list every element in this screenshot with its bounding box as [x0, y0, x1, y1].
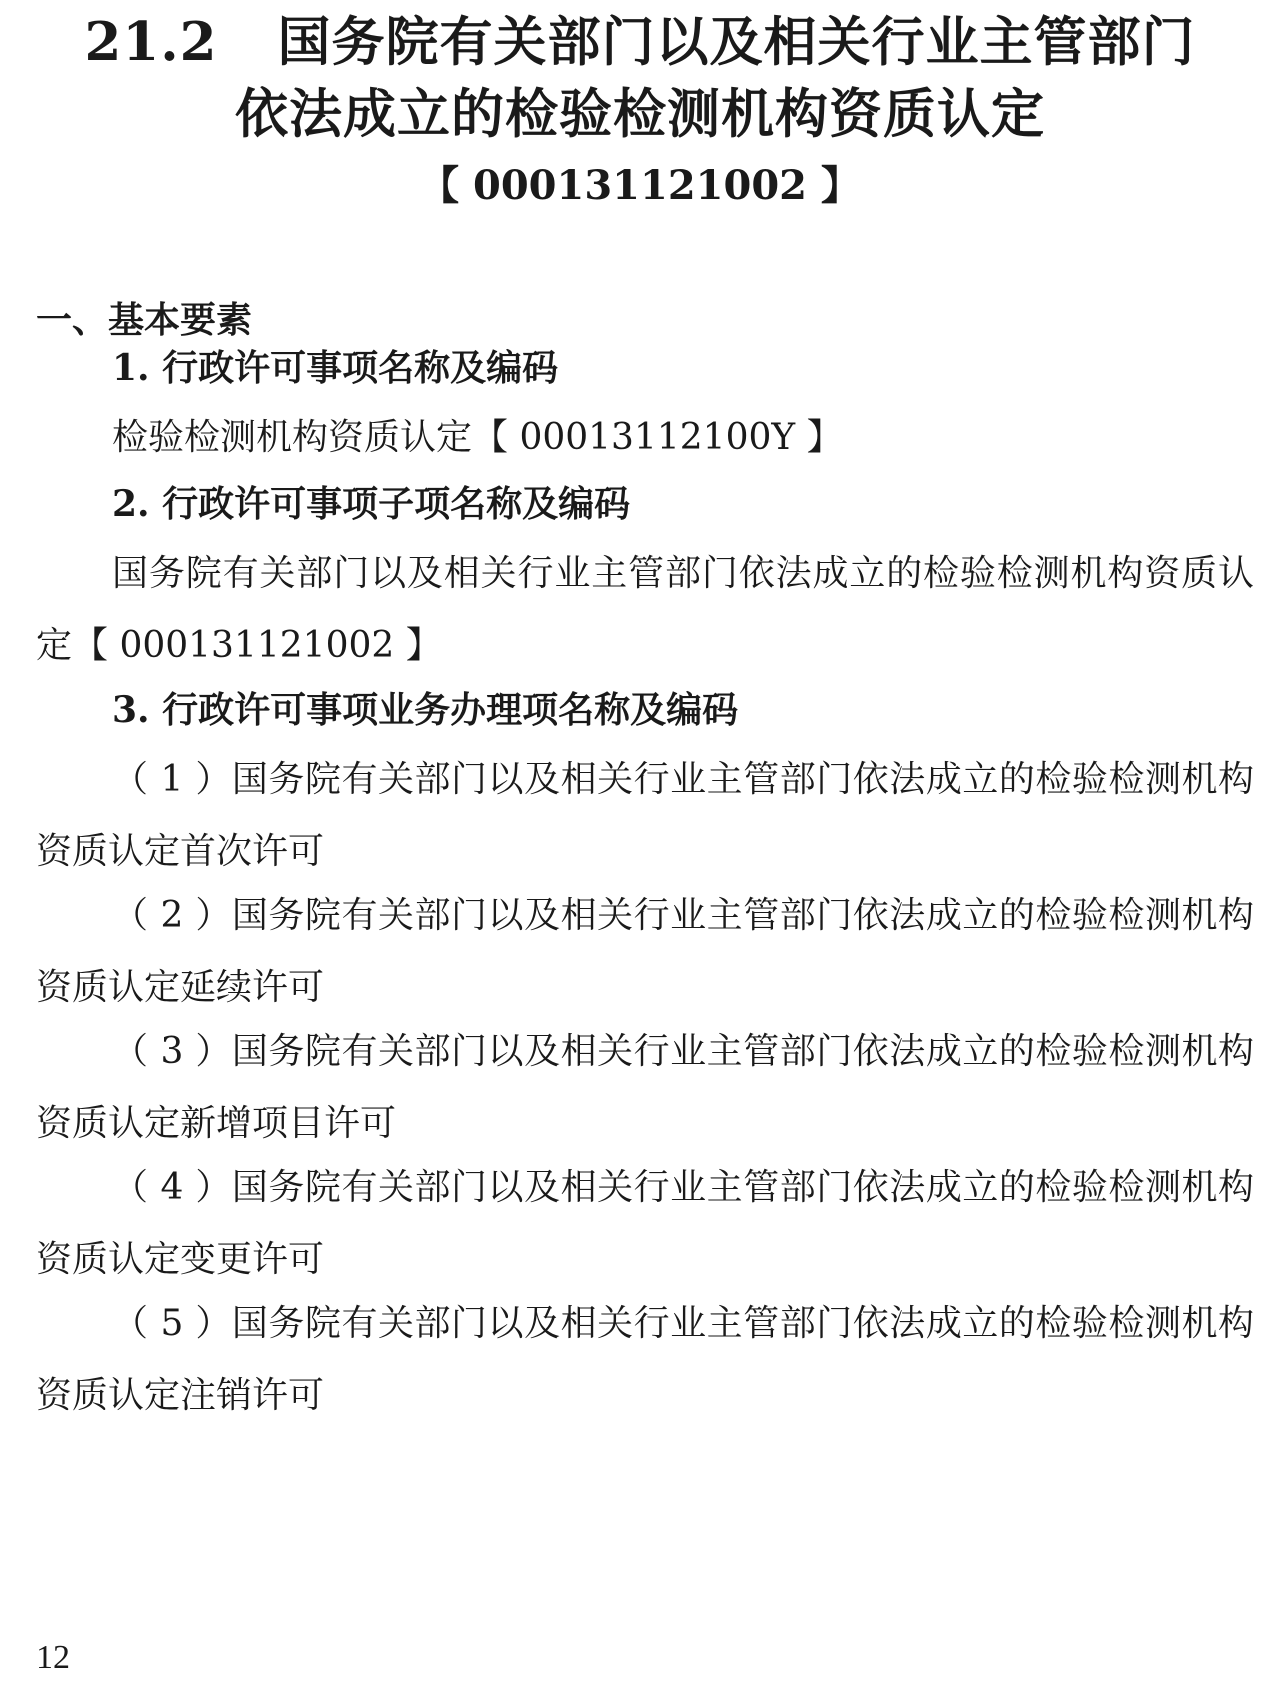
title-number: 21.2 — [84, 11, 218, 73]
section-heading: 一、基本要素 — [36, 299, 253, 341]
item-3-entry-1: （ 1 ）国务院有关部门以及相关行业主管部门依法成立的检验检测机构资质认定首次许可 — [36, 759, 1254, 872]
item-2-text: 国务院有关部门以及相关行业主管部门依法成立的检验检测机构资质认定【 000131121002 】 — [36, 553, 1254, 666]
title-code: 【 000131121002 】 — [419, 162, 861, 209]
item-1-text: 检验检测机构资质认定【 00013112100Y 】 — [112, 417, 843, 458]
title-line-1 — [0, 6, 1280, 78]
item-3-heading: 3. 行政许可事项业务办理项名称及编码 — [112, 689, 739, 731]
item-2-heading: 2. 行政许可事项子项名称及编码 — [112, 483, 631, 525]
item-3-entry-5: （ 5 ）国务院有关部门以及相关行业主管部门依法成立的检验检测机构资质认定注销许可 — [36, 1303, 1254, 1416]
title-line-2: 依法成立的检验检测机构资质认定 — [235, 83, 1045, 145]
item-3-entry-4: （ 4 ）国务院有关部门以及相关行业主管部门依法成立的检验检测机构资质认定变更许可 — [36, 1167, 1254, 1280]
title-text-1: 国务院有关部门以及相关行业主管部门 — [277, 11, 1196, 73]
item-3-entry-3: （ 3 ）国务院有关部门以及相关行业主管部门依法成立的检验检测机构资质认定新增项目许可 — [36, 1031, 1254, 1144]
item-3-entry-2: （ 2 ）国务院有关部门以及相关行业主管部门依法成立的检验检测机构资质认定延续许可 — [36, 895, 1254, 1008]
item-1-heading: 1. 行政许可事项名称及编码 — [112, 347, 559, 389]
page-number: 12 — [36, 1639, 70, 1676]
